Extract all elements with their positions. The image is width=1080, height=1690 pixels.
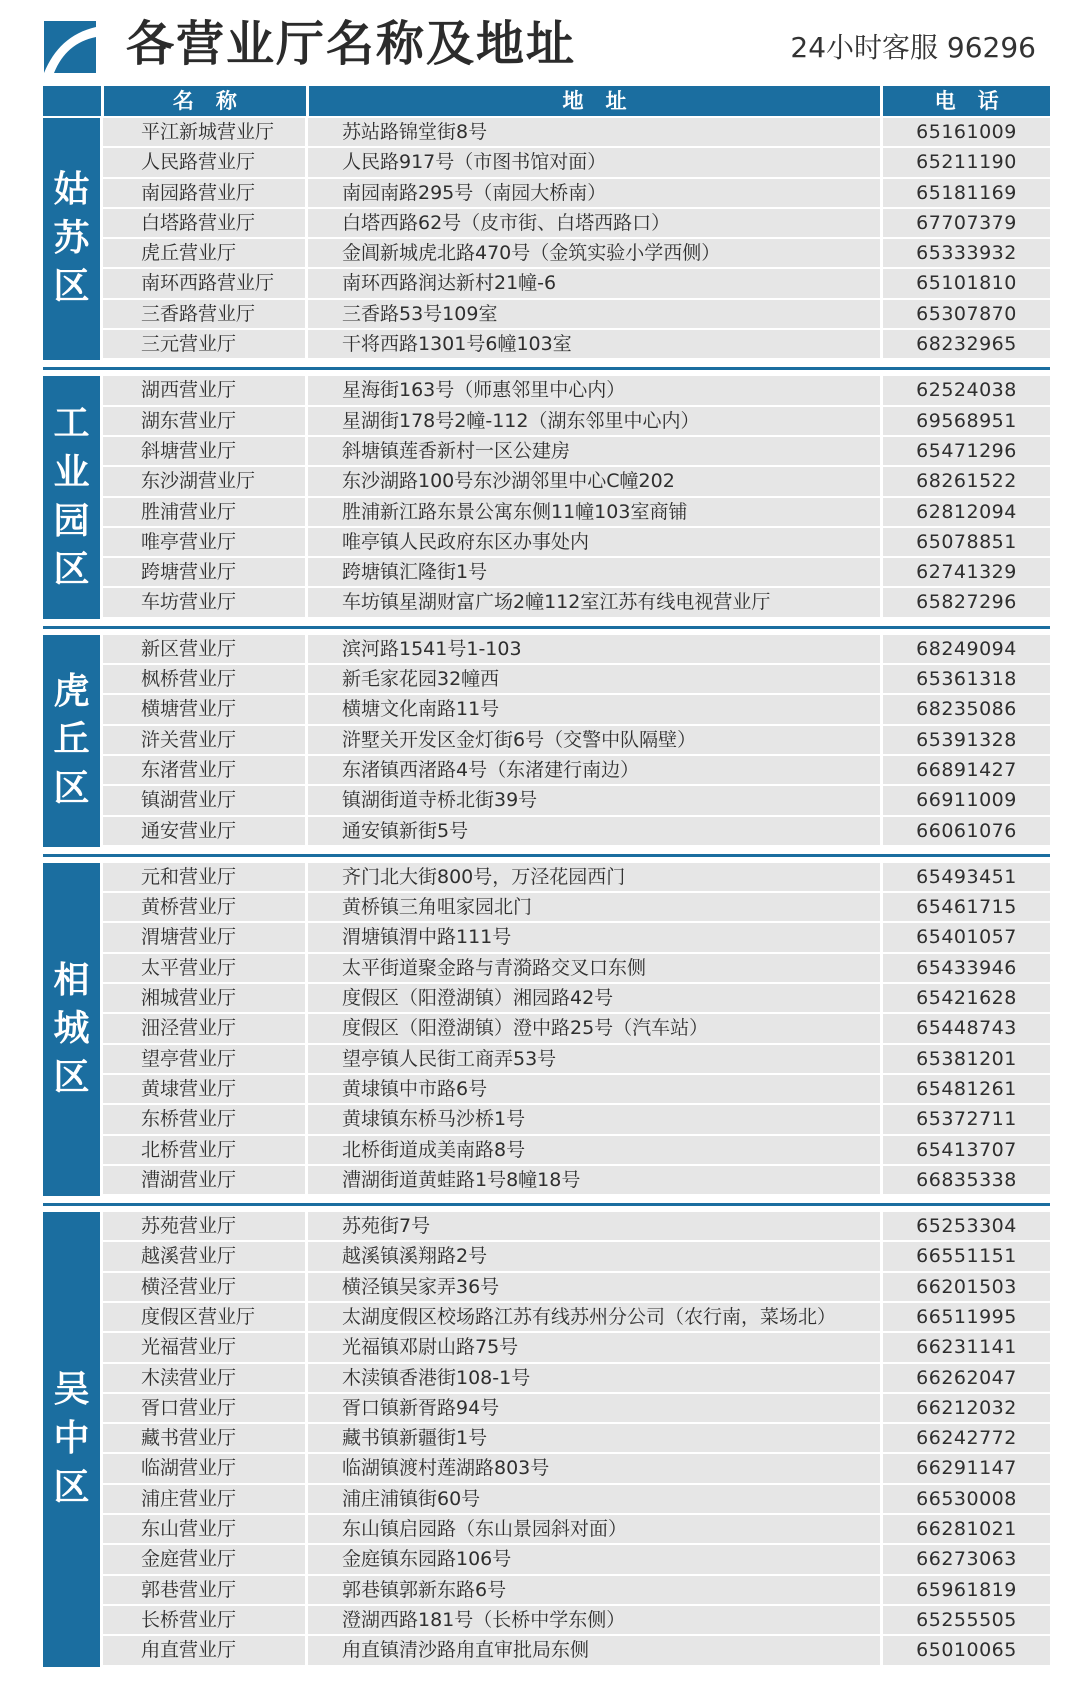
branch-name: 胥口营业厅 [103,1394,305,1422]
table-header [43,86,1050,116]
branch-phone: 65253304 [883,1212,1050,1240]
branch-name: 镇湖营业厅 [103,786,305,814]
branch-phone: 65827296 [883,588,1050,616]
branch-address: 甪直镇清沙路甪直审批局东侧 [308,1636,880,1664]
branch-name: 光福营业厅 [103,1333,305,1361]
table-row [100,1364,1050,1394]
branch-phone: 66530008 [883,1485,1050,1513]
branch-address: 苏站路锦堂街8号 [308,118,880,146]
table-row [100,863,1050,893]
table-row [100,179,1050,209]
branch-address: 胜浦新江路东景公寓东侧11幢103室商铺 [308,498,880,526]
table-row [100,148,1050,178]
branch-name: 临湖营业厅 [103,1454,305,1482]
branch-phone: 66291147 [883,1454,1050,1482]
branch-phone: 62812094 [883,498,1050,526]
column-header-address: 地址 [309,86,880,116]
branch-phone: 65361318 [883,665,1050,693]
company-logo-icon [44,21,96,73]
table-row [100,1606,1050,1636]
branch-phone: 66201503 [883,1273,1050,1301]
branch-phone: 65078851 [883,528,1050,556]
branch-name: 东桥营业厅 [103,1105,305,1133]
branch-address: 藏书镇新疆街1号 [308,1424,880,1452]
branch-address: 南环西路润达新村21幢-6 [308,269,880,297]
branch-address: 通安镇新街5号 [308,817,880,845]
branch-phone: 65413707 [883,1136,1050,1164]
branch-address: 黄埭镇东桥马沙桥1号 [308,1105,880,1133]
branch-phone: 66281021 [883,1515,1050,1543]
divider-line [43,854,1050,857]
branch-phone: 65448743 [883,1014,1050,1042]
branch-address: 横泾镇吴家弄36号 [308,1273,880,1301]
branch-name: 漕湖营业厅 [103,1166,305,1194]
branch-phone: 66212032 [883,1394,1050,1422]
group-divider [43,360,1050,376]
branch-phone: 66911009 [883,786,1050,814]
branch-address: 胥口镇新胥路94号 [308,1394,880,1422]
table-row [100,209,1050,239]
branch-address: 新毛家花园32幢西 [308,665,880,693]
branch-rows [100,118,1050,360]
branch-address: 白塔西路62号（皮市街、白塔西路口） [308,209,880,237]
branch-address: 唯亭镇人民政府东区办事处内 [308,528,880,556]
table-row [100,269,1050,299]
group-divider [43,619,1050,635]
branch-address: 跨塘镇汇隆街1号 [308,558,880,586]
branch-name: 黄埭营业厅 [103,1075,305,1103]
branch-address: 横塘文化南路11号 [308,695,880,723]
branch-phone: 68232965 [883,330,1050,358]
table-row [100,1576,1050,1606]
branch-name: 越溪营业厅 [103,1242,305,1270]
branch-rows [100,376,1050,618]
branch-address: 北桥街道成美南路8号 [308,1136,880,1164]
branch-address: 干将西路1301号6幢103室 [308,330,880,358]
table-row [100,726,1050,756]
branch-name: 苏苑营业厅 [103,1212,305,1240]
district-label: 吴 中 区 [43,1212,100,1666]
table-row [100,528,1050,558]
branch-name: 沺泾营业厅 [103,1014,305,1042]
table-row [100,239,1050,269]
table-row [100,635,1050,665]
branch-phone: 65381201 [883,1045,1050,1073]
branch-name: 北桥营业厅 [103,1136,305,1164]
table-row [100,1136,1050,1166]
branch-name: 湖西营业厅 [103,376,305,404]
table-row [100,1166,1050,1196]
branch-phone: 65307870 [883,300,1050,328]
table-row [100,558,1050,588]
branch-phone: 66891427 [883,756,1050,784]
branch-address: 东山镇启园路（东山景园斜对面） [308,1515,880,1543]
branch-phone: 65461715 [883,893,1050,921]
district-group [43,1212,1050,1666]
branch-name: 望亭营业厅 [103,1045,305,1073]
branch-name: 胜浦营业厅 [103,498,305,526]
branch-phone: 65401057 [883,923,1050,951]
table-row [100,1424,1050,1454]
branch-rows [100,1212,1050,1666]
district-group [43,635,1050,847]
branch-phone: 67707379 [883,209,1050,237]
group-divider [43,847,1050,863]
branch-address: 斜塘镇莲香新村一区公建房 [308,437,880,465]
page-header [0,0,1080,80]
branch-phone: 66231141 [883,1333,1050,1361]
branch-address: 太湖度假区校场路江苏有线苏州分公司（农行南，菜场北） [308,1303,880,1331]
branch-name: 浒关营业厅 [103,726,305,754]
divider-line [43,626,1050,629]
branch-name: 新区营业厅 [103,635,305,663]
table-row [100,893,1050,923]
branch-name: 黄桥营业厅 [103,893,305,921]
branch-phone: 65493451 [883,863,1050,891]
table-row [100,954,1050,984]
table-row [100,118,1050,148]
branch-address: 浒墅关开发区金灯街6号（交警中队隔壁） [308,726,880,754]
table-row [100,1212,1050,1242]
branch-address: 越溪镇溪翔路2号 [308,1242,880,1270]
branch-name: 木渎营业厅 [103,1364,305,1392]
branch-address: 漕湖街道黄蛙路1号8幢18号 [308,1166,880,1194]
branch-name: 南园路营业厅 [103,179,305,207]
table-row [100,786,1050,816]
branch-phone: 68235086 [883,695,1050,723]
branch-phone: 66511995 [883,1303,1050,1331]
branch-address: 渭塘镇渭中路111号 [308,923,880,951]
district-label: 虎 丘 区 [43,635,100,847]
branch-phone: 65421628 [883,984,1050,1012]
branch-phone: 66551151 [883,1242,1050,1270]
branch-name: 长桥营业厅 [103,1606,305,1634]
branch-phone: 66242772 [883,1424,1050,1452]
table-row [100,300,1050,330]
divider-line [43,1203,1050,1206]
branch-name: 跨塘营业厅 [103,558,305,586]
branch-address: 星湖街178号2幢-112（湖东邻里中心内） [308,407,880,435]
district-groups [43,116,1050,1667]
branch-phone: 65471296 [883,437,1050,465]
branch-address: 临湖镇渡村莲湖路803号 [308,1454,880,1482]
branch-phone: 65481261 [883,1075,1050,1103]
table-row [100,407,1050,437]
branch-phone: 62524038 [883,376,1050,404]
table-row [100,984,1050,1014]
table-row [100,1485,1050,1515]
district-group [43,863,1050,1196]
table-row [100,817,1050,847]
branch-phone: 65333932 [883,239,1050,267]
branch-name: 唯亭营业厅 [103,528,305,556]
branch-address: 人民路917号（市图书馆对面） [308,148,880,176]
table-row [100,1105,1050,1135]
branch-name: 郭巷营业厅 [103,1576,305,1604]
branch-name: 虎丘营业厅 [103,239,305,267]
branch-phone: 66835338 [883,1166,1050,1194]
header-corner [43,86,101,116]
branch-address: 车坊镇星湖财富广场2幢112室江苏有线电视营业厅 [308,588,880,616]
branch-phone: 65161009 [883,118,1050,146]
branch-name: 东山营业厅 [103,1515,305,1543]
district-label: 相 城 区 [43,863,100,1196]
branch-phone: 68261522 [883,467,1050,495]
table-row [100,1014,1050,1044]
table-row [100,1454,1050,1484]
branch-name: 湘城营业厅 [103,984,305,1012]
branch-name: 湖东营业厅 [103,407,305,435]
branch-address: 金庭镇东园路106号 [308,1545,880,1573]
table-row [100,665,1050,695]
table-row [100,1075,1050,1105]
branch-phone: 66061076 [883,817,1050,845]
branch-address: 木渎镇香港街108-1号 [308,1364,880,1392]
branch-name: 浦庄营业厅 [103,1485,305,1513]
table-row [100,498,1050,528]
table-row [100,1636,1050,1666]
branch-name: 东沙湖营业厅 [103,467,305,495]
branch-address: 东渚镇西渚路4号（东渚建行南边） [308,756,880,784]
page-title: 各营业厅名称及地址 [126,16,577,72]
branch-address: 太平街道聚金路与青漪路交叉口东侧 [308,954,880,982]
branch-address: 三香路53号109室 [308,300,880,328]
branch-address: 浦庄浦镇街60号 [308,1485,880,1513]
branch-phone: 65255505 [883,1606,1050,1634]
branch-phone: 62741329 [883,558,1050,586]
branch-address: 滨河路1541号1-103 [308,635,880,663]
branch-name: 三香路营业厅 [103,300,305,328]
branch-address: 金阊新城虎北路470号（金筑实验小学西侧） [308,239,880,267]
branch-phone: 65391328 [883,726,1050,754]
district-group [43,376,1050,618]
branch-name: 车坊营业厅 [103,588,305,616]
branch-phone: 66273063 [883,1545,1050,1573]
district-group [43,118,1050,360]
branch-phone: 65961819 [883,1576,1050,1604]
branch-address: 光福镇邓尉山路75号 [308,1333,880,1361]
group-divider [43,1196,1050,1212]
branch-name: 横塘营业厅 [103,695,305,723]
branch-phone: 65010065 [883,1636,1050,1664]
branch-address: 澄湖西路181号（长桥中学东侧） [308,1606,880,1634]
branch-name: 斜塘营业厅 [103,437,305,465]
branch-address: 南园南路295号（南园大桥南） [308,179,880,207]
branch-phone: 66262047 [883,1364,1050,1392]
branch-phone: 65101810 [883,269,1050,297]
branch-name: 南环西路营业厅 [103,269,305,297]
table-row [100,1545,1050,1575]
branch-phone: 69568951 [883,407,1050,435]
table-row [100,376,1050,406]
table-row [100,695,1050,725]
column-header-name: 名称 [104,86,306,116]
branch-name: 元和营业厅 [103,863,305,891]
branch-address: 星海街163号（师惠邻里中心内） [308,376,880,404]
table-row [100,330,1050,360]
table-row [100,1515,1050,1545]
branch-rows [100,635,1050,847]
branch-address: 东沙湖路100号东沙湖邻里中心C幢202 [308,467,880,495]
branch-phone: 68249094 [883,635,1050,663]
branch-name: 通安营业厅 [103,817,305,845]
table-row [100,467,1050,497]
branch-name: 东渚营业厅 [103,756,305,784]
table-row [100,756,1050,786]
district-label: 工 业 园 区 [43,376,100,618]
branch-name: 甪直营业厅 [103,1636,305,1664]
branch-phone: 65372711 [883,1105,1050,1133]
table-row [100,1394,1050,1424]
branch-phone: 65211190 [883,148,1050,176]
branch-name: 人民路营业厅 [103,148,305,176]
branch-phone: 65181169 [883,179,1050,207]
branch-address: 黄埭镇中市路6号 [308,1075,880,1103]
table-row [100,588,1050,618]
table-row [100,1333,1050,1363]
branch-name: 白塔路营业厅 [103,209,305,237]
branch-address: 齐门北大街800号，万泾花园西门 [308,863,880,891]
branch-name: 太平营业厅 [103,954,305,982]
branch-address: 望亭镇人民街工商弄53号 [308,1045,880,1073]
branch-name: 藏书营业厅 [103,1424,305,1452]
table-row [100,923,1050,953]
branch-name: 三元营业厅 [103,330,305,358]
divider-line [43,367,1050,370]
branch-address: 度假区（阳澄湖镇）湘园路42号 [308,984,880,1012]
table-row [100,1045,1050,1075]
branch-phone: 65433946 [883,954,1050,982]
branch-table [43,86,1050,1667]
branch-name: 度假区营业厅 [103,1303,305,1331]
branch-name: 枫桥营业厅 [103,665,305,693]
table-row [100,1303,1050,1333]
branch-address: 苏苑街7号 [308,1212,880,1240]
branch-name: 金庭营业厅 [103,1545,305,1573]
table-row [100,1242,1050,1272]
column-header-phone: 电话 [883,86,1050,116]
branch-address: 黄桥镇三角咀家园北门 [308,893,880,921]
district-label: 姑 苏 区 [43,118,100,360]
branch-address: 度假区（阳澄湖镇）澄中路25号（汽车站） [308,1014,880,1042]
branch-rows [100,863,1050,1196]
table-row [100,437,1050,467]
branch-name: 渭塘营业厅 [103,923,305,951]
service-hotline: 24小时客服 96296 [790,31,1036,64]
branch-address: 镇湖街道寺桥北街39号 [308,786,880,814]
table-row [100,1273,1050,1303]
branch-name: 横泾营业厅 [103,1273,305,1301]
branch-name: 平江新城营业厅 [103,118,305,146]
branch-address: 郭巷镇郭新东路6号 [308,1576,880,1604]
